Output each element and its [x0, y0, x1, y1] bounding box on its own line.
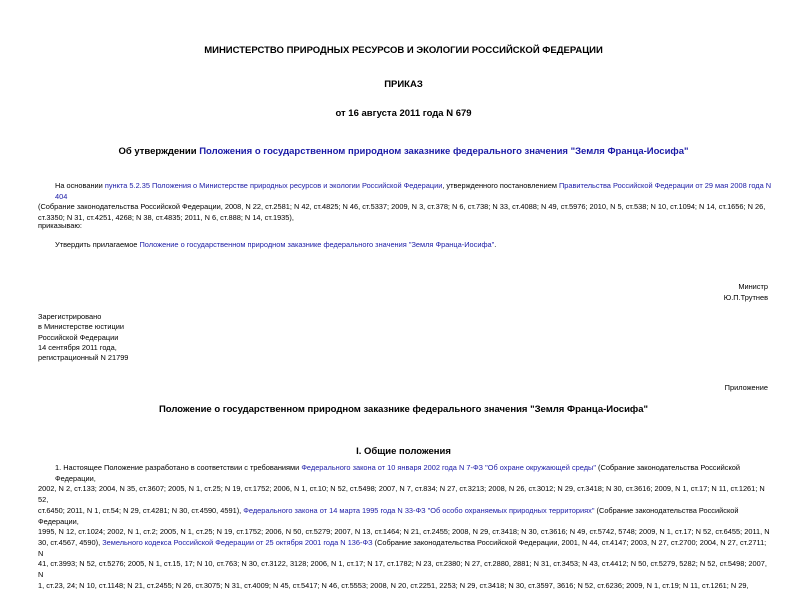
basis-text: На основании: [55, 181, 105, 190]
law-link-environment[interactable]: Федерального закона от 10 января 2002 года N 7-ФЗ "Об охране окружающей среды": [301, 463, 596, 472]
para-text: 30, ст.4567, 4590),: [38, 537, 103, 547]
doc-title: [0, 146, 807, 157]
registration-line: Зарегистрировано: [38, 312, 102, 321]
registration-block: [38, 312, 128, 363]
title-prefix: Об утверждении: [118, 146, 200, 157]
appendix-title: Положение о государственном природном заказнике федерального значения "Земля Франца-Иосифа": [158, 404, 649, 415]
basis-paragraph: [38, 181, 773, 224]
basis-link-regulation[interactable]: пункта 5.2.35 Положения о Министерстве природных ресурсов и экологии Российской Федерации: [104, 181, 443, 190]
doc-date-number: от 16 августа 2011 года N 679: [335, 108, 472, 119]
doc-type: ПРИКАЗ: [384, 79, 423, 90]
approve-text: Утвердить прилагаемое: [55, 240, 140, 249]
appendix-label: Приложение: [724, 383, 768, 392]
order-word: приказываю:: [38, 221, 82, 230]
para-text: (Собрание законодательства Российской Федерации,: [38, 505, 739, 526]
title-link[interactable]: Положения о государственном природном заказнике федерального значения "Земля Франца-Иосифа": [199, 146, 689, 157]
para-text: 41, ст.3993; N 52, ст.5276; 2005, N 1, ст.15, 17; N 10, ст.763; N 30, ст.3122, 3128; 2006, N 1, ст.17; N 17, ст.1782; N 23, ст.2380; N 27, ст.2880, 2881; N 31, ст.3453; N 43, ст.4412; N 50, ст.5279, 5282; N 52, ст.5498; 2007, N: [38, 559, 767, 580]
approve-line: [55, 240, 496, 250]
law-link-land-code[interactable]: Земельного кодекса Российской Федерации от 25 октября 2001 года N 136-ФЗ: [102, 537, 373, 547]
para-text: ст.6450; 2011, N 1, ст.54; N 29, ст.4281; N 30, ст.4590, 4591),: [38, 505, 244, 515]
para-text: (Собрание законодательства Российской Федерации, 2001, N 44, ст.4147; 2003, N 27, ст.2700; 2004, N 27, ст.2711; N: [38, 537, 767, 558]
section-heading: I. Общие положения: [356, 446, 451, 457]
para-text: 1, ст.23, 24; N 10, ст.1148; N 21, ст.2455; N 26, ст.3075; N 31, ст.4009; N 45, ст.5417; N 46, ст.5553; 2008, N 20, ст.2251, 2253; N 29, ст.3418; N 30, ст.3597, 3616; N 52, ст.6236; 2009, N 1, ст.19; N 11, ст.1261; N 29,: [38, 580, 749, 590]
basis-link-decree[interactable]: Правительства Российской Федерации от 29 мая 2008 года N 404: [55, 181, 772, 201]
registration-line: регистрационный N 21799: [38, 353, 129, 363]
signature-position: Министр: [738, 282, 768, 291]
registration-line: в Министерстве юстиции: [38, 322, 125, 332]
para-text: 2002, N 2, ст.133; 2004, N 35, ст.3607; 2005, N 1, ст.25; N 19, ст.1752; 2006, N 1, ст.10; N 52, ст.5498; 2007, N 7, ст.834; N 27, ст.3213; 2008, N 26, ст.3012; N 29, ст.3418; N 30, ст.3616; 2009, N 1, ст.17; N 11, ст.1261; N 52,: [38, 484, 765, 505]
registration-line: 14 сентября 2011 года,: [38, 342, 117, 352]
approve-link[interactable]: Положение о государственном природном заказнике федерального значения "Земля Франца-Иосифа": [139, 240, 495, 249]
registration-line: Российской Федерации: [38, 332, 119, 342]
para-text: 1. Настоящее Положение разработано в соответствии с требованиями: [55, 463, 302, 472]
paragraph-1: [38, 463, 773, 591]
para-text: (Собрание законодательства Российской Федерации,: [55, 463, 741, 483]
signature-name: Ю.П.Трутнев: [723, 293, 768, 302]
basis-text: ст.3350; N 31, ст.4251, 4268; N 38, ст.4835; 2011, N 6, ст.888; N 14, ст.1935),: [38, 213, 294, 223]
basis-text: , утвержденного постановлением: [442, 181, 559, 190]
ministry-heading: МИНИСТЕРСТВО ПРИРОДНЫХ РЕСУРСОВ И ЭКОЛОГИИ РОССИЙСКОЙ ФЕДЕРАЦИИ: [204, 45, 603, 56]
basis-text: (Собрание законодательства Российской Федерации, 2008, N 22, ст.2581; N 42, ст.4825; N 46, ст.5337; 2009, N 3, ст.378; N 6, ст.738; N 33, ст.4088; N 49, ст.5976; 2010, N 5, ст.538; N 10, ст.1094; N 14, ст.1656; N 26,: [38, 202, 766, 212]
approve-end: .: [494, 240, 497, 249]
law-link-protected-areas[interactable]: Федерального закона от 14 марта 1995 года N 33-ФЗ "Об особо охраняемых природных территориях": [243, 505, 595, 515]
para-text: 1995, N 12, ст.1024; 2002, N 1, ст.2; 2005, N 1, ст.25; N 19, ст.1752; 2006, N 50, ст.5279; 2007, N 13, ст.1464; N 21, ст.2455; 2008, N 29, ст.3418; N 30, ст.3616; N 49, ст.5742, 5748; 2009, N 1, ст.17; N 52, ст.6455; 2011, N: [38, 527, 770, 537]
